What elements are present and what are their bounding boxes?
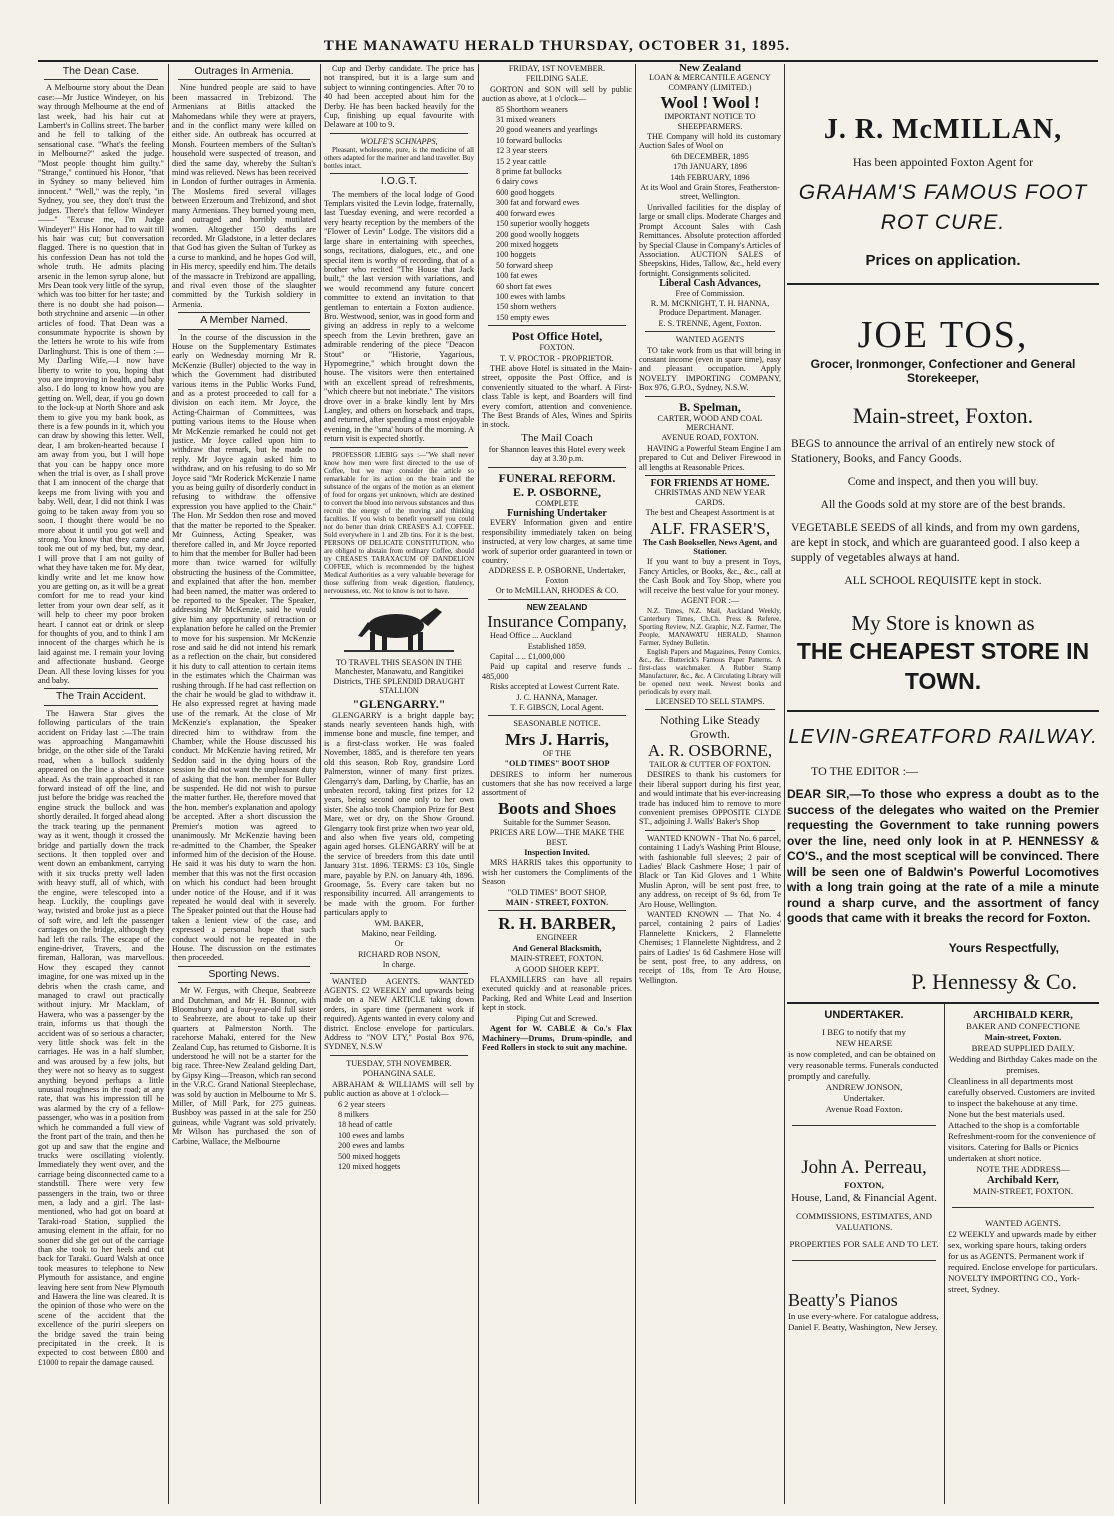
vegetable-seeds: VEGETABLE SEEDS of all kinds, and from my own gardens, are kept in stock, and which are guaranteed good. I also keep a supply of vegetables always at hand. [791,522,1080,564]
column-2 [172,64,316,1504]
stock-item: 150 shorn wethers [496,302,557,312]
cards: CHRISTMAS AND NEW YEAR CARDS. [654,488,766,507]
divider [178,312,310,313]
carter: CARTER, WOOD AND COAL MERCHANT. [657,413,763,432]
divider [330,133,468,134]
free-commission: Free of Commission. [675,288,745,298]
come-inspect: Come and inspect, and then you will buy. [847,476,1039,488]
divider [792,1260,936,1261]
hearse-text: is now completed, and can be obtained on very reasonable terms. Funerals conducted promptly and carefully. [788,1049,939,1081]
stock-item: 600 good hoggets [496,187,555,197]
jonson-name: ANDREW JONSON, [825,1082,903,1092]
stock-item: 150 empty ewes [496,312,550,322]
sale-date: 6th DECEMBER, 1895 [671,151,749,161]
mail-text: for Shannon leaves this Hotel every week day at 3.30 p.m. [488,444,626,464]
stock-item: 150 superior woolly hoggets [496,219,590,229]
main-street: MAIN - STREET, FOXTON. [505,898,609,908]
english-papers: English Papers and Magazines, Penny Comics, &c., &c. Butterick's Famous Paper Patterns. A first-class watchmaker. A Rubber Stamp Manufacturer, &c., &c. A Circulating Library will be opened next week. Newest books and periodicals by every mail. [639,647,781,696]
cup-article-text: Cup and Derby candidate. The price has not transpired, but it is a large sum and subject to winning contingencies. After 70 to 40 had been accepted about him for the Derby. He has been backed heavily for the Cup, finishing up equal favourite with Delaware at 100 to 9. [324,64,474,130]
undertaker-heading: UNDERTAKER. [824,1009,904,1021]
head-office: Head Office ... Auckland [490,631,572,641]
stock-item: 100 ewes and lambs [338,1130,405,1140]
tailor: TAILOR & CUTTER OF FOXTON. [649,759,771,769]
headline-train-accident: The Train Accident. [56,690,146,703]
hennessy-name: P. Hennessy & Co. [911,968,1077,994]
avenue: AVENUE ROAD, FOXTON. [661,433,759,443]
prices-application: Prices on application. [865,252,1021,269]
stock-item: 18 head of cattle [338,1120,393,1130]
wool-text-2: Unrivalled facilities for the display of large or small clips. Moderate Charges and Prompt Account Sales with Cash Remittances. Absolute protection afforded by Special Clause in Company's Articles of Association. AUCTION SALES of Sheepskins, Hides, Tallow, &c., held every fortnight. Consignments solicited. [639,202,781,278]
risks: Risks accepted at Lowest Current Rate. [490,682,620,692]
bookseller: The Cash Bookseller, News Agent, and Stationer. [642,537,778,557]
headline-sporting-news: Sporting News. [208,967,280,980]
of-the: OF THE [542,748,572,758]
cleanliness: Cleanliness in all departments most carefully observed. Customers are invited to inspect the bakehouse at any time. None but the best materials used. Attached to the shop is a comfortable Refreshment-room for the convenience of visitors. Catering for Balls or Picnics undertaken at short notice. [948,1076,1096,1163]
sale-date: 17th JANUARY, 1896 [673,162,747,172]
old-times: "OLD TIMES" BOOT SHOP, [507,887,607,897]
divider [645,830,775,831]
flax-text: FLAXMILLERS can have all repairs executed quickly and at reasonable prices. Packing, Red and White Lead and Insertion kept in stock. [482,975,632,1013]
stock-item: 60 short fat ewes [496,281,552,291]
dean-article-text: A Melbourne story about the Dean case:—Mr Justice Windeyer, on his way through Melbourne at the end of last week, had his hair cut at Lambert's in Collins street. The barber and he fell to talking of the sensational case. "What's the feeling in Melbourne?" asked the judge. "Most people thought him guilty." "Strange," continued his Honor, "that in Sydney so many believed him innocent." "Well," was the reply, "in Sydney, you see, they don't trust the judges. There's that fellow Windeyer——" "Excuse me, I'm Judge Windeyer!" His Honor had to wait till his hair was cut; but conversation flagged. There is no question that in his confession Dean has not told the whole truth. He admits placing arsenic in the lemon syrup alone, but Mrs Dean took very little of the syrup, which was too bitter for her taste; and there is no doubt she had poison—both strychnine and arsenic —in other articles of food. That Dean was a consummate hypocrite is shown by the letters he wrote to his wife from Darlinghurst. This is one of them :— My Darling Wife,—I now have liberty to write to you, hoping that you are improving in health, and baby also. I do long to know how you are getting on. Well, dear, if you go down to the lock-up at North Shore and ask them to give you my bank book, as there is a few pounds in it, which you can draw by showing this letter. Well, dear, I am broken-hearted because I am away from you, but I will hope that you can be happy once more when the trial is over, as I shall prove that I am innocent of the charge that keeps me from living with you and baby. Well, dear, I did not think I was going to be taken away from you so soon. I thought there would be no more about it until you got well and strong. You know that they came and took me out of my bed, but, my dear, I will prove that I am not guilty of what they have taken me for. My dear, kindly write and let me know how you are getting on, as it will be a great comfort for me to read your kind letter from your own dear self, as it will help to cheer my poor broken heart. I cannot eat or drink or sleep for thoughts of you, and to think I am innocent of the charges which he is laid against me. I remain your loving and affectionate husband. George Dean. All these loving kisses for you and baby. [38,83,164,685]
friday-date: FRIDAY, 1ST NOVEMBER. [508,64,606,73]
main-foxton: MAIN-STREET, FOXTON. [510,954,604,964]
wool-text: THE Company will hold its customary Auction Sales of Wool on [639,132,781,151]
column-divider [168,64,169,1504]
travel-text: TO TRAVEL THIS SEASON IN THE Manchester, Manawatu, and Rangitikei Districts, THE SPLENDID DRAUGHT STALLION [333,658,465,696]
wool-title: Wool ! Wool ! [660,93,760,113]
cakes: Wedding and Birthday Cakes made on the premises. [948,1054,1098,1075]
stock-item: 100 fat ewes [496,271,538,281]
divider [330,1055,468,1056]
divider [330,173,468,174]
nothing-steady: Nothing Like Steady Growth. [660,712,760,741]
divider [330,973,468,974]
wolfe-text: Pleasant, wholesome, pure, is the medicine of all others adapted for the mariner and land traveller. Buy bottles intact. [324,146,474,171]
masthead [0,0,1114,62]
dear-sir-letter: DEAR SIR,—To those who express a doubt as to the success of the delegates who waited on the Premier requesting the Government to take running powers over the line, need only look in at P. HENNESSY & CO'S., and the most sceptical will be convinced. There will be seen one of Baldwin's Powerful Locomotives with a long train going at the rate of a mile a minute round a sharp curve, and the assortment of fancy goods that came with it breaks the record for Foxton. [787,787,1099,925]
column-3 [324,64,474,1504]
piping: Piping Cut and Screwed. [516,1013,598,1023]
osborne-address: ADDRESS E. P. OSBORNE, Undertaker, Foxton [488,566,626,585]
stock-item: 100 hoggets [496,250,536,260]
stock-item: 200 ewes and lambs [338,1141,405,1151]
to-editor: TO THE EDITOR :— [811,764,918,778]
baker-label: BAKER AND CONFECTIONE [966,1021,1080,1031]
bottom-left-ads [788,1006,940,1506]
divider [330,447,468,448]
stock-item: 85 Shorthorn weaners [496,104,568,114]
divider [645,331,775,332]
stock-item: 400 forward ewes [496,208,555,218]
wanted-agents: WANTED AGENTS [675,335,745,345]
joe-tos-name: JOE TOS, [857,314,1029,356]
harris-text: MRS HARRIS takes this opportunity to wish her customers the Compliments of the Season [482,858,632,887]
divider [178,966,310,967]
commissions: COMMISSIONS, ESTIMATES, AND VALUATIONS. [796,1211,932,1232]
train-article-text: The Hawera Star gives the following particulars of the train accident on Friday last :—The train was approaching Mangamawhiti bridge, on the other side of the Taraki road, when a bullock suddenly appeared on the line a short distance ahead. As the train approached it ran forward instead of off the line, and just before the bridge was reached the engine struck the bullock and was shortly derailed. It forged ahead along the track tearing up the permanent way as it went, though it crossed the bridge and partially down the track sections. It then toppled over and went down an embankment, carrying with it six trucks pretty well laden with heavy stuff, all of which, with the engine, were telescoped into a heap. Luckily, the couplings gave way, twisted and broke just as a piece of soft wire, and left the passenger carriages on the bridge, although they had left the rails. The escape of the engine-driver, Travers, and the fireman, Halloran, was marvellous. How they escaped they cannot imagine, for one was mixed up in the debris when the crash came, and managed to crawl out practically without injury. Mr Macklam, of Hawera, who was a passenger by the train, informs us that though the accident was of so serious a character, very little shock was felt in the carriages. He was in a half slumber, and was aroused by a few jolts, but they were not so heavy as to suggest anything beyond perhaps a little unusual roughness in the road; at any rate, that was his impression till he was alarmed by the cry of a fellow-passenger, who was in a position from which he commanded a full view of the front part of the train, and then he got up and saw that the engine and trucks were oscillating violently. Immediately they went over, and the carriage being disconnected came to a standstill. There were very few passengers in the train, two or three men, a lady and a girl. The last-mentioned, who had got on board at Taraki-road Station, supplied the amusing element in the affair, for no sooner did she get out of the carriage than she took to her heels and cut back for Taraki. Guard Walsh at once took measures to telephone to New Plymouth for assistance, and engine leaving here sent from New Plymouth and Hawera the line was cleared. It is the opinion of those who were on the scene of the accident that the excellence of the puriri sleepers on the bridge saved the train being precipitated in the creek. It is expected to cost between £800 and £1000 to repair the damage caused. [38,708,164,1367]
column-divider [478,64,479,1504]
agents-line: R. M. MCKNIGHT, T. H. HANNA, Produce Department. Manager. [650,298,770,318]
note-address: NOTE THE ADDRESS— [976,1164,1070,1174]
agent-text: Agent for W. CABLE & Co.'s Flax Machinery—Drums, Drum-spindle, and Feed Rollers in stock to suit any machine. [482,1024,632,1052]
iogt-article-text: The members of the local lodge of Good Templars visited the Levin lodge, fraternally, last Tuesday evening, and were recorded a very hearty reception by the members of the "Flower of Levin" Lodge. The visitors did a large share in entertaining with speeches, songs, recitations, dialogues, etc., and one special item is worthy of recording, that of a brother who recited "The House that Jack built," the last version with variations, and we would recommend any future concert committee to extend an invitation to that gentleman to entertain a Foxton audience. Bro. Westwood, senior, was in good form and giving an address in reply to a welcome speech from the Levin brethren, gave an admirable rendering of the piece "Deacon Stout" or "Historie, Yagarious, Hypomegrine," which brought down the house. The visitors were then entertained with an excellent spread of refreshments, "which cheere but not inebriate." The visitors drove over in a brake kindly lent by Mrs Langley, and others on horseback and traps, and returned, after spending a most enjoyable evening, in the "sma' hours of the morning. A return visit is expected shortly. [324,189,474,444]
headline-dean-case: The Dean Case. [62,65,140,77]
perreau-name: John A. Perreau, [801,1157,927,1178]
or-to: Or to McMILLAN, RHODES & CO. [495,586,619,596]
pohangina-title: POHANGINA SALE. [362,1069,436,1079]
beattys-pianos: Beatty's Pianos [788,1290,898,1310]
paid-up: Paid up capital and reserve funds .. 485,000 [482,662,632,681]
divider [488,325,626,326]
wanted-known-2: WANTED KNOWN — That No. 4 parcel, containing 2 pairs of Ladies' Flannelette Knickers, 2 Flannelette Chemises; 1 Flannelette Nightdress, and 2 pairs of Ladies' 1s 6d Cashmere Hose will be sent, post free, to any address, on receipt of 18s, from Te Aro House, Wellington. [639,910,781,985]
insurance-title: Insurance Company, [487,612,627,632]
liberal-cash: Liberal Cash Advances, [659,278,761,290]
undertaker-text: EVERY Information given and entire responsibility immediately taken on being instructed, at very low charges, at same time work of superior order guaranteed in town or country. [482,518,632,566]
in-charge: In charge. [382,960,416,970]
suitable: Suitable for the Summer Season. [503,817,611,827]
divider [44,688,158,689]
headline-armenia: Outrages In Armenia. [194,65,294,77]
horse-illustration [324,602,474,656]
divider [488,910,626,911]
grahams-cure: GRAHAM'S FAMOUS FOOT ROT CURE. [798,181,1088,234]
established: Established 1859. [527,641,587,651]
stock-item: 15 2 year cattle [496,156,547,166]
foxton-label: FOXTON. [539,343,575,353]
important-notice: IMPORTANT NOTICE TO SHEEPFARMERS. [664,112,756,131]
store-known: My Store is known as [851,611,1035,635]
divider [44,79,158,80]
headline-iogt: I.O.G.T. [380,175,418,188]
sale-date: 14th FEBRUARY, 1896 [670,172,750,182]
beatty-text: In use every-where. For catalogue address, Daniel F. Beatty, Washington, New Jersey. [788,1311,939,1332]
avenue-road: Avenue Road Foxton. [825,1104,903,1114]
main-street-foxton: Main-street, Foxton. [852,403,1034,428]
undertaker-label: Undertaker. [843,1093,885,1103]
hotel-text: THE above Hotel is situated in the Main-street, opposite the Post Office, and is conveniently situated to the wharf. A First-class Table is kept, and Boarders will find every comfort, attention and convenience. The Best Brands of Ales, Wines and Spirits in stock. [482,363,632,430]
feilding-title: FEILDING SALE. [525,74,589,84]
fraser-text: If you want to buy a present in Toys, Fancy Articles, or Books, &c., &c., call at the Cash Book and Toy Shop, where you will receive the best value for your money. [639,557,781,595]
mail-coach: The Mail Coach [521,431,593,444]
properties: PROPERTIES FOR SALE AND TO LET. [789,1239,939,1249]
nz-label: New Zealand [678,64,742,74]
divider [488,467,626,468]
levin-railway: LEVIN-GREATFORD RAILWAY. [788,726,1098,748]
stock-item: 300 fat and forward ewes [496,198,580,208]
glengarry-text: GLENGARRY is a bright dapple bay; stands nearly seventeen hands high, with immense bone and muscle, fine temper, and is a first-class worker. He was foaled November, 1885, and is therefore ten years old this season. Rob Roy, grandsire Lord Palmerston, winner of many first prizes. Glengarry's dam, Darling, by Charlie, has an unbeaten record, taking first prizes for 12 years, being second one only to her own sister. She also took Champion Prize for Best Mare, wet or dry, on the Show Ground. Glengarry took first prize when two year old, and also when five years old, competing again aged horses. GLENGARRY will be at the service of breeders from this date until January 31st. 1896. TERMS: £3 10s, Single mare, payable by P.N. on January 4th, 1896. Groomage, 5s. Every care taken but no responsibility incurred. All arrangements to be made with the groom. For further particulars apply to [324,710,474,918]
right-ad-block [787,64,1099,995]
headline-member-named: A Member Named. [200,314,288,327]
column-5 [639,64,781,1504]
prices-low: PRICES ARE LOW—THE MAKE THE BEST. [489,828,625,847]
wanted-agents: WANTED AGENTS. [985,1218,1061,1228]
spelman-text: HAVING a Powerful Steam Engine I am prepared to Cut and Deliver Firewood in all lengths at Reasonable Prices. [639,443,781,472]
member-article-text: In the course of the discussion in the House on the Supplementary Estimates early on Wednesday morning Mr R. McKenzie (Buller) objected to the way in which the Government had distributed various items in the Public Works Fund, and as a protest proceeded to call for a division on each item. Mr Joyce, the Acting-Chairman of Committees, was putting various items to the House when Mr McKenzie remarked he could not get justice. Mr Joyce called upon him to withdraw that remark, but he made no reply. Mr Joyce again asked him to withdraw, and on his refusing to do so Mr Joyce said "Mr Roderick McKenzie I name you as being guilty of disorderly conduct in refusing to withdraw the offensive expression you have applied to the Chair." The Hon. Mr Seddon then rose and moved that the matter be reported to the Speaker. Mr Guinness, Acting Speaker, was therefore called in, and Mr Joyce reported to him that the member for Buller had been more than twice warned for wilfully obstructing the business of the Committee, and explained that after the hon. member had been named, the matter was ordered to be reported to the Speaker. The Speaker, addressing Mr McKenzie, said he would give him any opportunity of retraction or explanation before he called on the Premier to move for his suspension. Mr McKenzie rose and said he did not intend his remark as a reflection on the chair, but considered it his duty to call attention to certain items in the estimates which the Chairman was rushing through. If he had cast reflection on the chair he would be glad to withdraw it. He also expressed regret at having made use of the remark. At the close of Mr McKenzie's explanation, the Speaker directed him to withdraw from the Chamber, while the House discussed his conduct. Mr McKenzie having retired, Mr Seddon said in the dying hours of the session he did not want the unpleasant duty of asking that the hon. member for Buller be suspended. He did not wish to pursue the matter further. He, therefore moved that the hon. member's explanation and apology be accepted. After a short discussion the Premier's motion was agreed to unanimously. Mr McKenzie having been re-admitted to the Chamber, the Speaker informed him of the decision of the House. He said it was his duty to warn the hon. member that this was not the first occasion on which his conduct had been brought under notice of the House, and if it was repeated he would deal with it severely. The Speaker pointed out that the House had taken a lenient view of the case, and expressed a personal hope that such conduct would not be repeated in the House. The discussion on the estimates then proceeded. [172,332,316,963]
gorton-text: GORTON and SON will sell by public auction as above, at 1 o'clock— [482,84,632,104]
grocer-text: Grocer, Ironmonger, Confectioner and General Storekeeper, [810,357,1076,385]
trenne: E. S. TRENNE, Agent, Foxton. [658,318,762,328]
stock-item: 200 good woolly hoggets [496,229,580,239]
papers-list: N.Z. Times, N.Z. Mail, Auckland Weekly, Canterbury Times, Ch.Ch. Press & Referee, Sporting Review, N.Z. Graphic, N.Z. Farmer, The People, MANAWATU HERALD, Shannon Farmer, Sydney Bulletin. [639,606,781,647]
stock-item: 8 milkers [338,1109,369,1119]
wanted-text: £2 WEEKLY and upwards made by either sex, working spare hours, taking orders for us as AGENTS. Permanent work if required. Enclose envelope for particulars. NOVELTY IMPORTING CO., York-street, Sydney. [948,1229,1098,1294]
stock-item: 10 forward bullocks [496,135,562,145]
divider [178,982,310,983]
divider [178,79,310,80]
divider [645,709,775,710]
or-text: Or [394,939,404,949]
stores: At its Wool and Grain Stores, Featherston-street, Wellington. [640,183,780,202]
divider [645,396,775,397]
kerr-name-2: Archibald Kerr, [987,1175,1059,1186]
barber-name: R. H. BARBER, [498,914,616,934]
fraser-name: ALF. FRASER'S, [649,518,771,538]
column-divider [635,64,636,1504]
stock-item: 8 prime fat bullocks [496,167,562,177]
house-land: House, Land, & Financial Agent. [791,1192,937,1204]
wanted-known-1: WANTED KNOWN - That No. 6 parcel, containing 1 Lady's Washing Print Blouse, with fashionable full sleeves; 2 pair of Ladies' Black Cashmere Hose; 1 pair of Black or Tan Kid Gloves and 1 White Muslin Apron, will be sent post free, to any address, on receipt of 9s 6d, from Te Aro House, Wellington. [639,833,781,909]
tuesday-date: TUESDAY, 5TH NOVEMBER. [346,1058,452,1068]
stock-item: 31 mixed weaners [496,115,556,125]
column-divider [944,1004,945,1504]
divider [178,329,310,330]
licensed-stamps: LICENSED TO SELL STAMPS. [655,696,765,706]
wanted-agents-text: WANTED AGENTS. WANTED AGENTS. £2 WEEKLY and upwards being made on a NEW ARTICLE taking down orders, in spare time (permanent work if required). Agents wanted in every colony and district. Enclose envelope for particulars. Address to "NOV LTY," Postal Box 976, SYDNEY, N.S.W [324,976,474,1052]
boot-shop-label: "OLD TIMES" BOOT SHOP [504,759,610,769]
column-1 [38,64,164,1504]
robson-name: RICHARD ROB NSON, [357,949,441,959]
agent-for: AGENT FOR :— [680,596,740,606]
beg-text: I BEG to notify that my [822,1027,906,1037]
liebig-text: PROFESSOR LIEBIG says :—"We shall never know how men were first directed to the use of Coffee, but we may consider the article so remarkable for its action on the brain and the substance of the organs of the motion as an element of food for organs yet unknown, which are destined to convert the blood into nervous substances and thus recruit the energy of the moving and thinking faculties. If you wish to benefit yourself you could not do better than drink CREASE'S A.I. COFFEE. Sold everywhere in 1 and 2lb tins. For it is the best. PERSONS OF DELICATE CONSTITUTION, who are obliged to abstain from ordinary Coffee, should try CREASE'S TARAXACUM OF DANDELION COFFEE, which is recommended by the highest Medical Authorities as a very valuable beverage for those suffering from weak digestion, flatulency, nervousness, etc. Not to know is not to have. [324,450,474,595]
divider [44,705,158,706]
kerr-name: ARCHIBALD KERR, [973,1010,1073,1021]
column-4 [482,64,632,1504]
sport-article-text: Mr W. Fergus, with Cheque, Seabreeze and Dutchman, and Mr H. Bonnor, with Bloomsbury and a four-year-old full sister to Seabreeze, are about to take up their quarters at Palmerston North. The racehorse Mahaki, entered for the New Zealand Cup, has returned to Gisborne. It is understood he will not be a starter for the big race. Three-New Zealand gelding Dart, by Gipsy King—Treason, which ran second in the V.R.C. Grand National Steeplechase, was sold by auction in Melbourne to Mr S. Miller, of Mill Park, for 275 guineas. Bushboy was passed in at the sale for 250 guineas, while Vagrant was sold privately. Mr Wilson has purchased the son of Carbine, Wallace, the Melbourne [172,986,316,1146]
begs-text: BEGS to announce the arrival of an entirely new stock of Stationery, Books, and Fancy Goods. [791,438,1055,465]
friends-home: FOR FRIENDS AT HOME. [650,478,770,490]
undertaker-title: Furnishing Undertaker [507,508,607,520]
stock-item: 200 mixed hoggets [496,239,559,249]
cheapest-store: THE CHEAPEST STORE IN TOWN. [796,638,1090,694]
newspaper-title: THE MANAWATU HERALD THURSDAY, OCTOBER 31, 1895. [323,38,791,54]
makino: Makino, near Feilding. [361,929,437,938]
wolfe-title: WOLFE'S SCHNAPPS, [360,136,438,146]
gibson-name: T. F. GIBSCN, Local Agent. [510,702,604,712]
masthead-rule [38,60,1098,62]
capital: Capital .. .. £1,000,000 [490,651,565,661]
main-street: Main-street, Foxton. [984,1032,1062,1042]
all-goods: All the Goods sold at my store are of the best brands. [820,499,1066,511]
divider [330,598,468,599]
bottom-right-ads [948,1006,1098,1506]
harris-name: Mrs J. Harris, [505,729,609,749]
best-assortment: The best and Cheapest Assortment is at [645,508,775,518]
osborne-text: DESIRES to thank his customers for their liberal support during his first year, and would intimate that his ever-increasing trade has induced him to remove to more convenient premises OPPOSITE CLYDE ST., adjoining J. Walls' Baker's Shop [639,770,781,827]
seasonable-notice: SEASONABLE NOTICE. [513,719,601,729]
nz-label: NEW ZEALAND [526,602,588,612]
baker-name: WM. BAKER, [374,918,424,928]
main-street-2: MAIN-STREET, FOXTON. [972,1186,1074,1196]
stock-item: 12 3 year steers [496,146,548,156]
glengarry-title: "GLENGARRY." [352,696,446,711]
loan-company: LOAN & MERCANTILE AGENCY COMPANY (LIMITED.) [649,73,771,92]
shoer: A GOOD SHOER KEPT. [514,964,599,974]
inspection: Inspection Invited. [524,848,590,857]
column-divider [320,64,321,1504]
stock-item: 500 mixed hoggets [338,1151,401,1161]
complete-label: COMPLETE [535,498,579,508]
school-requisite: ALL SCHOOL REQUISITE kept in stock. [844,575,1042,587]
osborne-name: E. P. OSBORNE, [513,484,601,499]
divider [787,1002,1099,1004]
stock-item: 6 dairy cows [496,177,538,187]
divider [952,1207,1094,1208]
divider [787,283,1099,285]
post-office-hotel: Post Office Hotel, [511,329,603,344]
engineer: ENGINEER [536,933,578,943]
column-divider [784,64,785,1504]
armenia-article-text: Nine hundred people are said to have been massacred in Trebizond. The Armenians at Bitlis attacked the Mahomedans while they were at prayers, and in the conflict many were killed on either side. An outbreak has occurred at Monsh. Fourteen members of the Sultan's household were suspected of treason, and died the same day, whereby the Sultan's mind was relieved. News has been received in London of further outrages in Armenia. The Moslems fired several villages between Erzeroum and Trebizond, and shot many Armenians. They burned young men, and outraged and horribly mutilated women. Altogether 150 deaths are recorded. Mr Gladstone, in a letter declares that God has given the Sultan of Turkey as a curse to mankind, and he hopes God will, in His mercy, speedily end him. The details of the massacre in Trebizond are appalling, and rival even those of the slaughter committed by the Turkish soldiery in Armenia. [172,83,316,309]
divider [488,599,626,600]
stock-item: 20 good weaners and yearlings [496,125,598,135]
wanted-text: TO take work from us that will bring in constant income (even in spare time), easy and pleasant occupation. Apply NOVELTY IMPORTING COMPANY, Box 976, G.P.O., Sydney, N.S.W. [639,345,781,393]
boots-shoes: Boots and Shoes [497,798,617,818]
hanna-name: J. C. HANNA, Manager. [516,692,598,702]
blacksmith: And General Blacksmith, [512,943,602,953]
stock-item: 120 mixed hoggets [338,1161,401,1171]
osborne-ar: A. R. OSBORNE, [647,740,773,760]
stock-item: 6 2 year steers [338,1099,386,1109]
divider [488,715,626,716]
spelman-name: B. Spelman, [679,399,741,414]
new-hearse: NEW HEARSE [835,1038,893,1048]
abraham-text: ABRAHAM & WILLIAMS will sell by public auction as above at 1 o'clock— [324,1079,474,1099]
proctor: T. V. PROCTOR - PROPRIETOR. [500,353,614,363]
bread: BREAD SUPPLIED DAILY. [971,1043,1075,1053]
appointed-text: Has been appointed Foxton Agent for [852,155,1034,169]
stock-item: 50 forward sheep [496,260,553,270]
mcmillan-name: J. R. McMILLAN, [823,114,1063,145]
divider [645,475,775,476]
desires-text: DESIRES to inform her numerous customers that she has now received a large assortment of [482,769,632,798]
funeral-reform: FUNERAL REFORM. [498,470,616,485]
divider [787,710,1099,712]
divider [792,1125,936,1126]
stock-item: 100 ewes with lambs [496,291,565,301]
yours-respectfully: Yours Respectfully, [948,940,1059,955]
foxton-label: FOXTON, [844,1180,884,1190]
